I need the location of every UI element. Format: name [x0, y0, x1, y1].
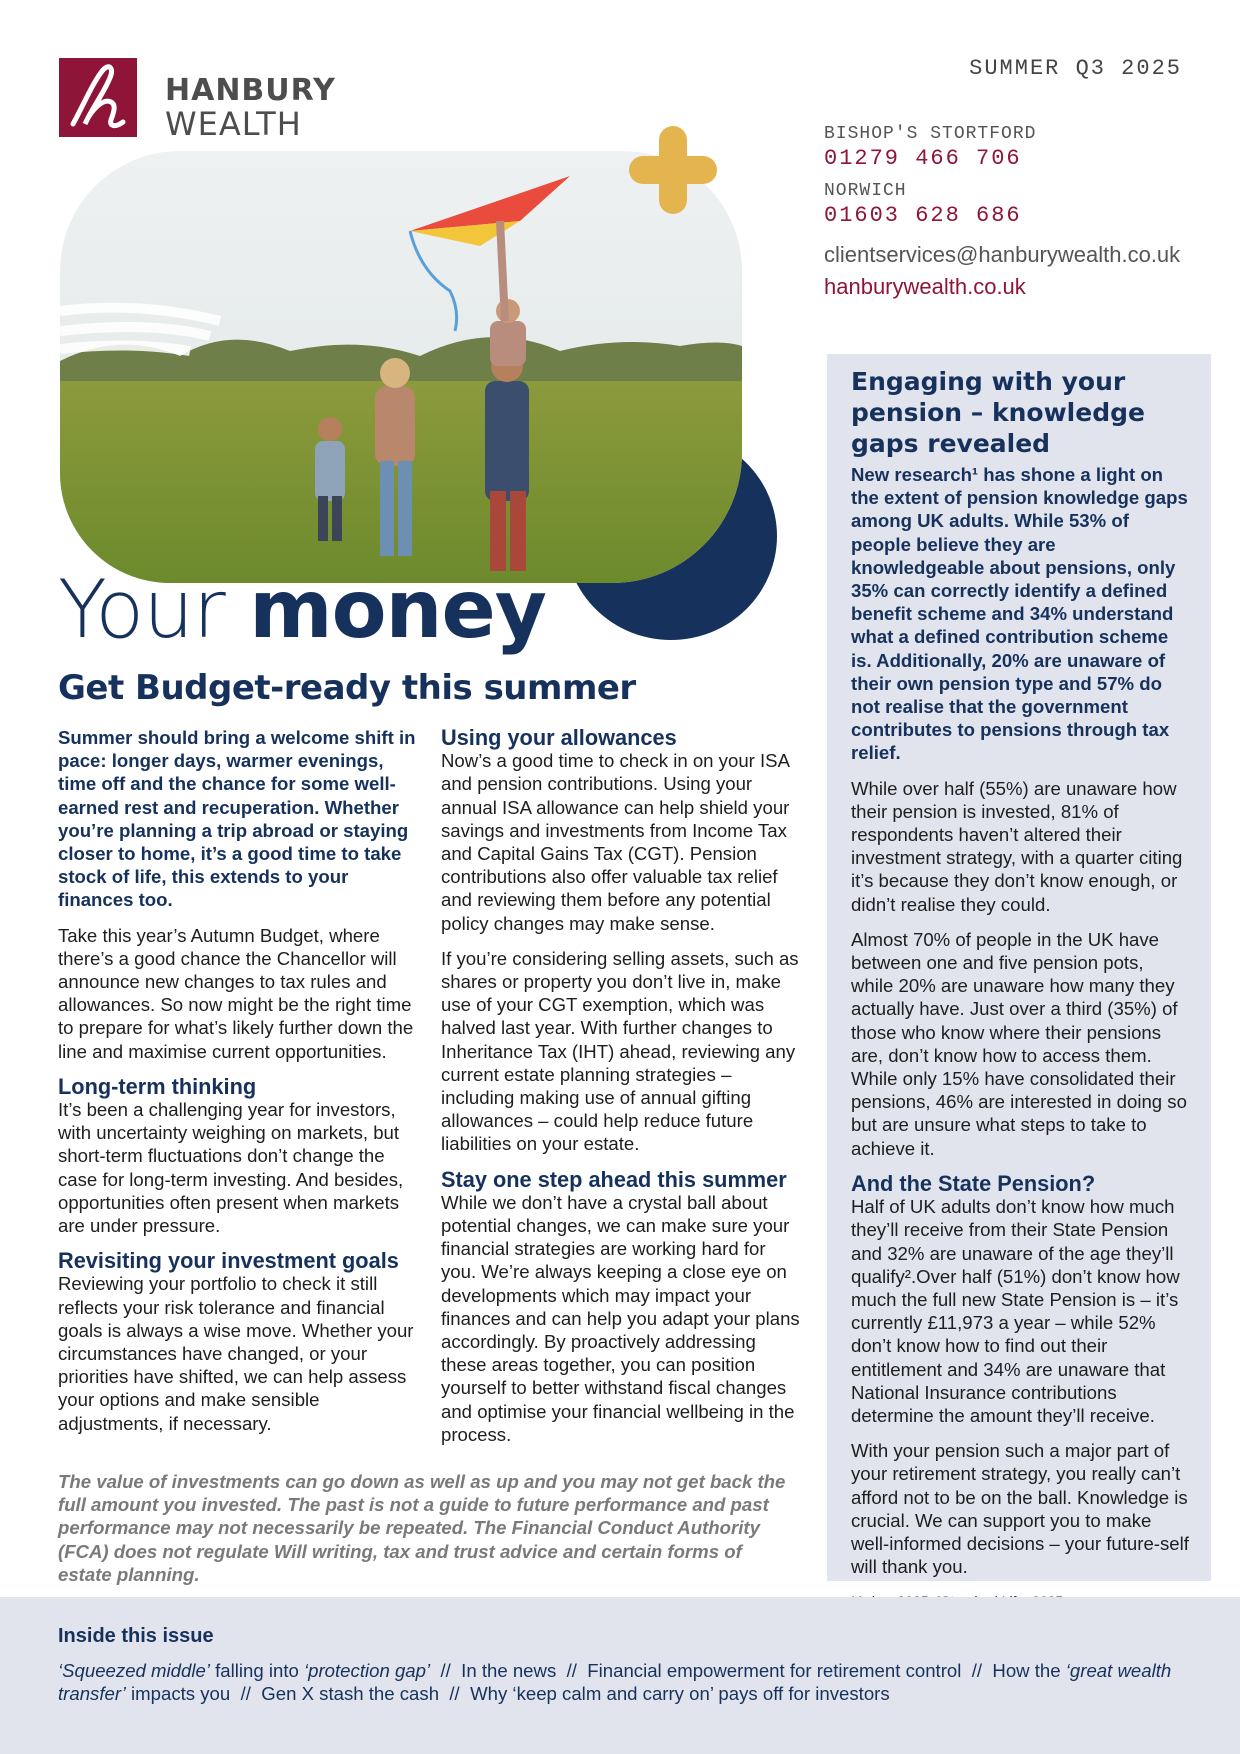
- article-column-1: [58, 726, 418, 1447]
- sidebar-paragraph-2: Almost 70% of people in the UK have between one and five pension pots, while 20% are unaware how many they actually have. Just over a third (35%) of those who know where their pensions are, don’t know how to access them. While only 15% have consolidated their pensions, 46% are interested in doing so but are unsure what steps to take to achieve it.: [851, 928, 1187, 1159]
- separator: //: [449, 1683, 460, 1704]
- lead-paragraph: Summer should bring a welcome shift in pace: longer days, warmer evenings, time off and the chance for some well-earned rest and recuperation. Whether you’re planning a trip abroad or staying closer to home, it’s a good time to take stock of life, this extends to your finances too.: [58, 727, 416, 911]
- investment-goals-paragraph: Reviewing your portfolio to check it still reflects your risk tolerance and financial goals is always a wise move. Whether your circumstances have changed, or your priorities have shifted, we can help assess your options and make sensible adjustments, if necessary.: [58, 1273, 414, 1434]
- brand-line-1: HANBURY: [165, 73, 336, 108]
- office-2-phone[interactable]: 01603 628 686: [824, 203, 1022, 228]
- article-headline: Get Budget-ready this summer: [58, 668, 636, 708]
- title-light: Your: [58, 563, 225, 656]
- logo-h-icon: [59, 58, 137, 137]
- office-1-label: BISHOP'S STORTFORD: [824, 124, 1037, 144]
- inside-this-issue-footer: [0, 1597, 1240, 1754]
- separator: //: [566, 1660, 577, 1681]
- sidebar-paragraph-1: While over half (55%) are unaware how their pension is invested, 81% of respondents haven’t altered their investment strategy, with a quarter citing it’s because they don’t know enough, or didn’t realise they could.: [851, 777, 1183, 915]
- heading-step-ahead: Stay one step ahead this summer: [441, 1166, 787, 1192]
- intro-paragraph: Take this year’s Autumn Budget, where there’s a good chance the Chancellor will announce new changes to tax rules and allowances. So now might be the right time to prepare for what’s likely further down the line and maximise current opportunities.: [58, 924, 414, 1062]
- inside-item-in-the-news[interactable]: In the news: [461, 1660, 557, 1681]
- step-ahead-paragraph: While we don’t have a crystal ball about potential changes, we can make sure your financial strategies are working hard for you. We’re always keeping a close eye on developments which may impact your finances and can help you adapt your plans accordingly. By proactively addressing these areas together, you can position yourself to better withstand fiscal changes and optimise your financial wellbeing in the process.: [441, 1191, 800, 1445]
- brand-wordmark: [165, 73, 336, 143]
- inside-item-1b: falling into: [209, 1660, 305, 1681]
- office-2-label: NORWICH: [824, 181, 907, 201]
- issue-label: SUMMER Q3 2025: [969, 56, 1182, 81]
- article-column-2: [441, 726, 801, 1458]
- inside-item-financial-empowerment[interactable]: Financial empowerment for retirement control: [587, 1660, 962, 1681]
- inside-item-4b: ‘great wealth transfer’: [58, 1660, 1172, 1704]
- contact-block: [824, 124, 1180, 300]
- allowances-paragraph-2: If you’re considering selling assets, such as shares or property you don’t live in, make use of your CGT exemption, which was halved last year. With further changes to Inheritance Tax (IHT) ahead, reviewing any current estate planning strategies – including making use of annual gifting allowances – could help reduce future liabilities on your estate.: [441, 947, 799, 1155]
- state-pension-paragraph: Half of UK adults don’t know how much they’ll receive from their State Pension and 32% are unaware of the age they’ll qualify².Over half (51%) don’t know how much the full new State Pension is – it’s currently £11,973 a year – while 52% don’t know how to find out their entitlement and 34% are unaware that National Insurance contributions determine the amount they’ll receive.: [851, 1196, 1180, 1426]
- inside-item-keep-calm[interactable]: Why ‘keep calm and carry on’ pays off for investors: [470, 1683, 890, 1704]
- office-1-phone[interactable]: 01279 466 706: [824, 146, 1022, 171]
- inside-item-4c: impacts you: [125, 1683, 231, 1704]
- inside-title: Inside this issue: [58, 1625, 214, 1647]
- website-link[interactable]: hanburywealth.co.uk: [824, 274, 1026, 299]
- separator: //: [971, 1660, 983, 1681]
- inside-item-1a: ‘Squeezed middle’: [58, 1660, 210, 1681]
- sidebar-lead: New research¹ has shone a light on the extent of pension knowledge gaps among UK adults. While 53% of people believe they are knowledgeable about pensions, only 35% can correctly identify a defined benefit scheme and 34% understand what a defined contribution scheme is. Additionally, 20% are unaware of their own pension type and 57% do not realise that the government contributes to pensions through tax relief.: [851, 464, 1188, 764]
- inside-item-squeezed-middle[interactable]: [58, 1660, 430, 1681]
- heading-investment-goals: Revisiting your investment goals: [58, 1248, 399, 1274]
- separator: //: [440, 1660, 451, 1681]
- heading-allowances: Using your allowances: [441, 725, 677, 750]
- heading-long-term: Long-term thinking: [58, 1073, 257, 1099]
- inside-item-1c: ‘protection gap’: [304, 1660, 431, 1681]
- sidebar-title: Engaging with your pension – knowledge gaps revealed: [851, 367, 1145, 458]
- sidebar-closing-paragraph: With your pension such a major part of your retirement strategy, you really can’t afford not to be on the ball. Knowledge is crucial. We can support you to make well-informed decisions – your future-self will thank you.: [851, 1440, 1189, 1578]
- plus-icon: [629, 126, 717, 214]
- long-term-paragraph: It’s been a challenging year for investors, with uncertainty weighing on markets, but short-term fluctuations don’t change the case for long-term investing. And besides, opportunities often present when markets are under pressure.: [58, 1099, 404, 1237]
- hero-photo: [60, 151, 742, 583]
- email-link[interactable]: clientservices@hanburywealth.co.uk: [824, 242, 1181, 267]
- separator: //: [240, 1683, 251, 1704]
- heading-state-pension: And the State Pension?: [851, 1170, 1096, 1196]
- family-kite-illustration: [60, 151, 742, 583]
- inside-list: [58, 1659, 1188, 1705]
- risk-disclaimer: The value of investments can go down as well as up and you may not get back the full amount you invested. The past is not a guide to future performance and past performance may not necessarily be repeated. The Financial Conduct Authority (FCA) does not regulate Will writing, tax and trust advice and certain forms of estate planning.: [58, 1471, 786, 1585]
- inside-item-gen-x[interactable]: Gen X stash the cash: [261, 1683, 440, 1704]
- logo-mark: [59, 58, 137, 137]
- brand-line-2: WEALTH: [165, 105, 302, 143]
- allowances-paragraph-1: Now’s a good time to check in on your ISA and pension contributions. Using your annual ISA allowance can help shield your savings and investments from Income Tax and Capital Gains Tax (CGT). Pension contributions also offer valuable tax relief and reviewing them before any potential policy changes may make sense.: [441, 750, 790, 934]
- pension-sidebar: [827, 354, 1211, 1581]
- inside-item-4a: How the: [992, 1660, 1066, 1681]
- title-bold: money: [249, 563, 546, 656]
- page-title: [58, 563, 546, 656]
